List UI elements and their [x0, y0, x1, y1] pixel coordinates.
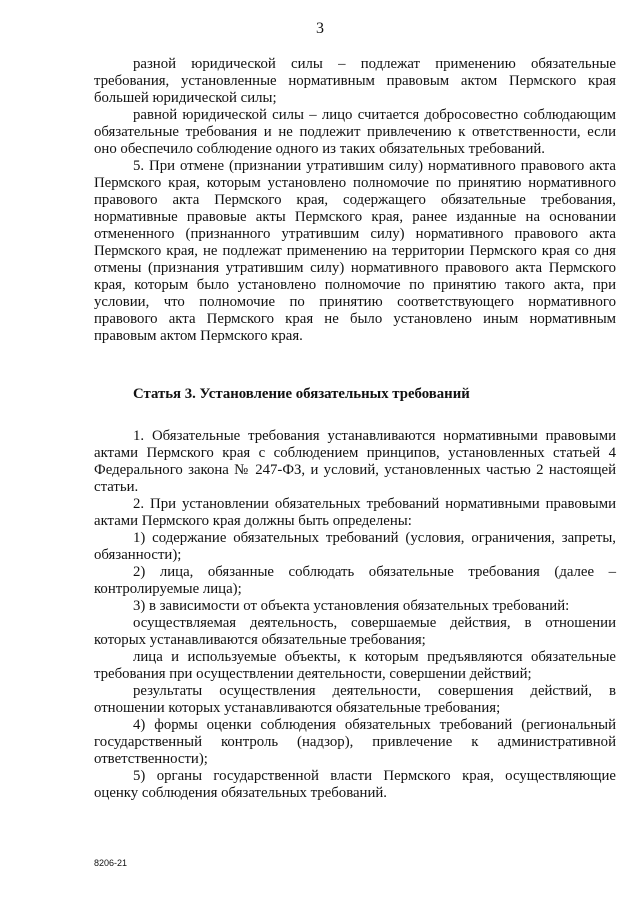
paragraph: 4) формы оценки соблюдения обязательных требований (региональный государственный контроль (надзор), привлечение к административной ответственности);	[94, 717, 616, 767]
page-number: 3	[316, 20, 324, 37]
paragraph: осуществляемая деятельность, совершаемые действия, в отношении которых устанавливаются обязательные требования;	[94, 615, 616, 648]
text-block-top	[94, 56, 616, 345]
paragraph: 5. При отмене (признании утратившим силу) нормативного правового акта Пермского края, которым установлено полномочие по принятию нормативного правового акта Пермского края, содержащего обязательные требования, нормативные правовые акты Пермского края, ранее изданные на основании отмененного (признанного утратившим силу) нормативного правового акта Пермского края, не подлежат применению на территории Пермского края со дня отмены (признания утратившим силу) нормативного правового акта Пермского края, которым было установлено полномочие по принятию такого акта, при условии, что полномочие по принятию соответствующего нормативного правового акта Пермского края не было установлено иным нормативным правовым актом Пермского края.	[94, 158, 616, 344]
paragraph: 5) органы государственной власти Пермского края, осуществляющие оценку соблюдения обязательных требований.	[94, 768, 616, 801]
paragraph: разной юридической силы – подлежат применению обязательные требования, установленные нормативным правовым актом Пермского края большей юридической силы;	[94, 56, 616, 106]
paragraph: 1) содержание обязательных требований (условия, ограничения, запреты, обязанности);	[94, 530, 616, 563]
section-heading: Статья 3. Установление обязательных требований	[133, 386, 470, 402]
paragraph: 2) лица, обязанные соблюдать обязательные требования (далее – контролируемые лица);	[94, 564, 616, 597]
paragraph: равной юридической силы – лицо считается добросовестно соблюдающим обязательные требования и не подлежит привлечению к ответственности, если оно обеспечило соблюдение одного из таких обязательных требований.	[94, 107, 616, 157]
paragraph: 3) в зависимости от объекта установления обязательных требований:	[133, 598, 570, 614]
paragraph: 1. Обязательные требования устанавливаются нормативными правовыми актами Пермского края с соблюдением принципов, установленных статьей 4 Федерального закона № 247-ФЗ, и условий, установленных частью 2 настоящей статьи.	[94, 428, 616, 495]
paragraph: результаты осуществления деятельности, совершения действий, в отношении которых устанавливаются обязательные требования;	[94, 683, 616, 716]
text-block-bottom	[94, 428, 616, 802]
paragraph: лица и используемые объекты, к которым предъявляются обязательные требования при осуществлении деятельности, совершении действий;	[94, 649, 616, 682]
document-code: 8206-21	[94, 858, 128, 868]
paragraph: 2. При установлении обязательных требований нормативными правовыми актами Пермского края должны быть определены:	[94, 496, 616, 529]
